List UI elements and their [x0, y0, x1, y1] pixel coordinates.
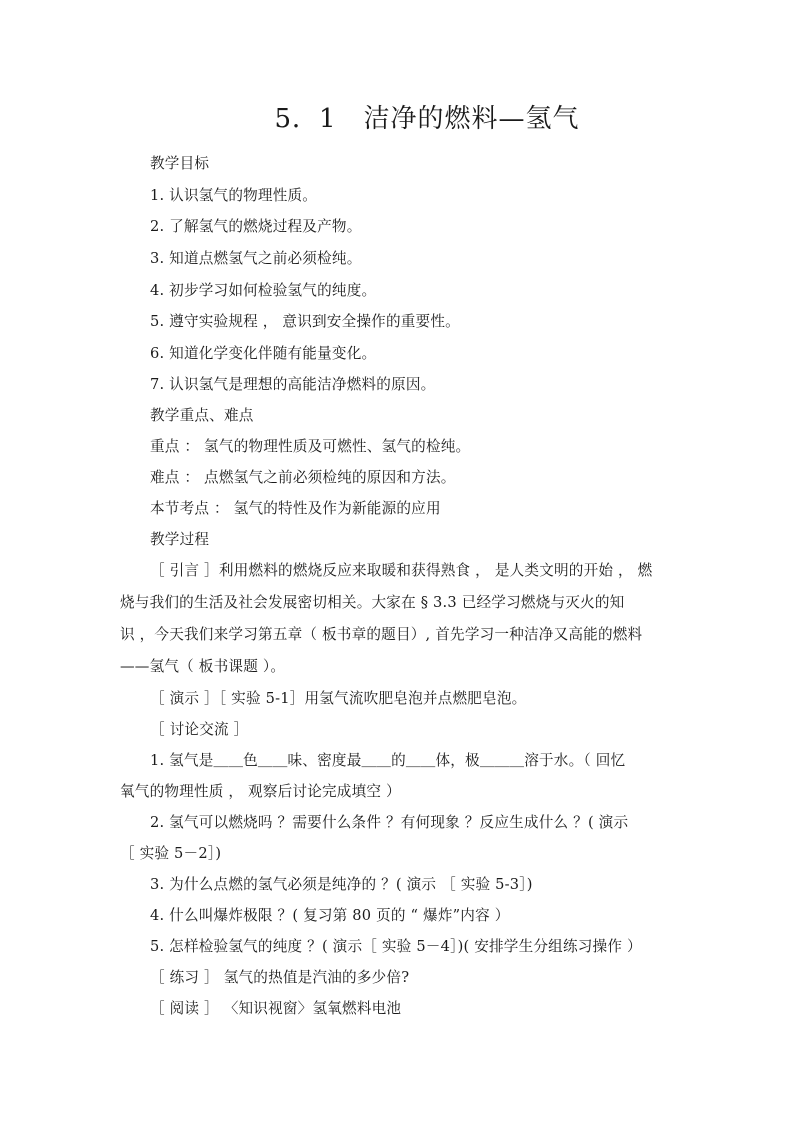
- question-line: 5. 怎样检验氢气的纯度 ？( 演示［ 实验 5－4］)( 安排学生分组练习操作 ）: [150, 938, 642, 955]
- reading-line: ［ 阅读 ］ 〈知识视窗〉氢氧燃料电池: [150, 1000, 402, 1017]
- page-title: 5．1 洁净的燃料—氢气: [274, 104, 580, 134]
- section-heading-key-points: 教学重点、难点: [150, 407, 254, 424]
- paragraph-line: ［ 引言 ］利用燃料的燃烧反应来取暖和获得熟食 ， 是人类文明的开始 ， 燃: [150, 562, 653, 579]
- demo-line: ［ 演示 ］［ 实验 5-1］用氢气流吹肥皂泡并点燃肥皂泡。: [150, 690, 527, 707]
- question-line: 4. 什么叫爆炸极限 ？( 复习第 80 页的 “ 爆炸”内容 ）: [150, 907, 510, 924]
- question-line: 2. 氢气可以燃烧吗 ？需要什么条件 ？有何现象 ？反应生成什么 ？( 演示: [150, 814, 629, 831]
- difficulty-line: 难点 ： 点燃氢气之前必须检纯的原因和方法。: [150, 469, 456, 486]
- objective-item: 3. 知道点燃氢气之前必须检纯。: [150, 250, 362, 267]
- discussion-heading: ［ 讨论交流 ］: [150, 721, 249, 738]
- paragraph-line: ——氢气（ 板书课题 ）。: [120, 658, 286, 675]
- exercise-line: ［ 练习 ］ 氢气的热值是汽油的多少倍?: [150, 969, 410, 986]
- question-line: 氧气的物理性质 ， 观察后讨论完成填空 ）: [120, 783, 401, 800]
- section-heading-objectives: 教学目标: [150, 155, 210, 172]
- objective-item: 5. 遵守实验规程 ， 意识到安全操作的重要性。: [150, 313, 460, 330]
- objective-item: 6. 知道化学变化伴随有能量变化。: [150, 345, 377, 362]
- question-line: ［ 实验 5－2］): [120, 845, 222, 862]
- section-heading-process: 教学过程: [150, 531, 210, 548]
- paragraph-line: 识 ，今天我们来学习第五章（ 板书章的题目）, 首先学习一种洁净又高能的燃料: [120, 626, 643, 643]
- paragraph-line: 烧与我们的生活及社会发展密切相关。大家在 § 3.3 已经学习燃烧与灭火的知: [120, 594, 625, 611]
- objective-item: 1. 认识氢气的物理性质。: [150, 187, 318, 204]
- key-point-line: 重点 ： 氢气的物理性质及可燃性、氢气的检纯。: [150, 438, 471, 455]
- question-line: 1. 氢气是＿＿色＿＿味、密度最＿＿的＿＿体，极＿＿＿溶于水。（ 回忆: [150, 752, 626, 769]
- exam-point-line: 本节考点 ： 氢气的特性及作为新能源的应用: [150, 500, 441, 517]
- objective-item: 7. 认识氢气是理想的高能洁净燃料的原因。: [150, 376, 436, 393]
- question-line: 3. 为什么点燃的氢气必须是纯净的 ？( 演示 ［ 实验 5-3］): [150, 876, 533, 893]
- objective-item: 2. 了解氢气的燃烧过程及产物。: [150, 218, 362, 235]
- objective-item: 4. 初步学习如何检验氢气的纯度。: [150, 282, 377, 299]
